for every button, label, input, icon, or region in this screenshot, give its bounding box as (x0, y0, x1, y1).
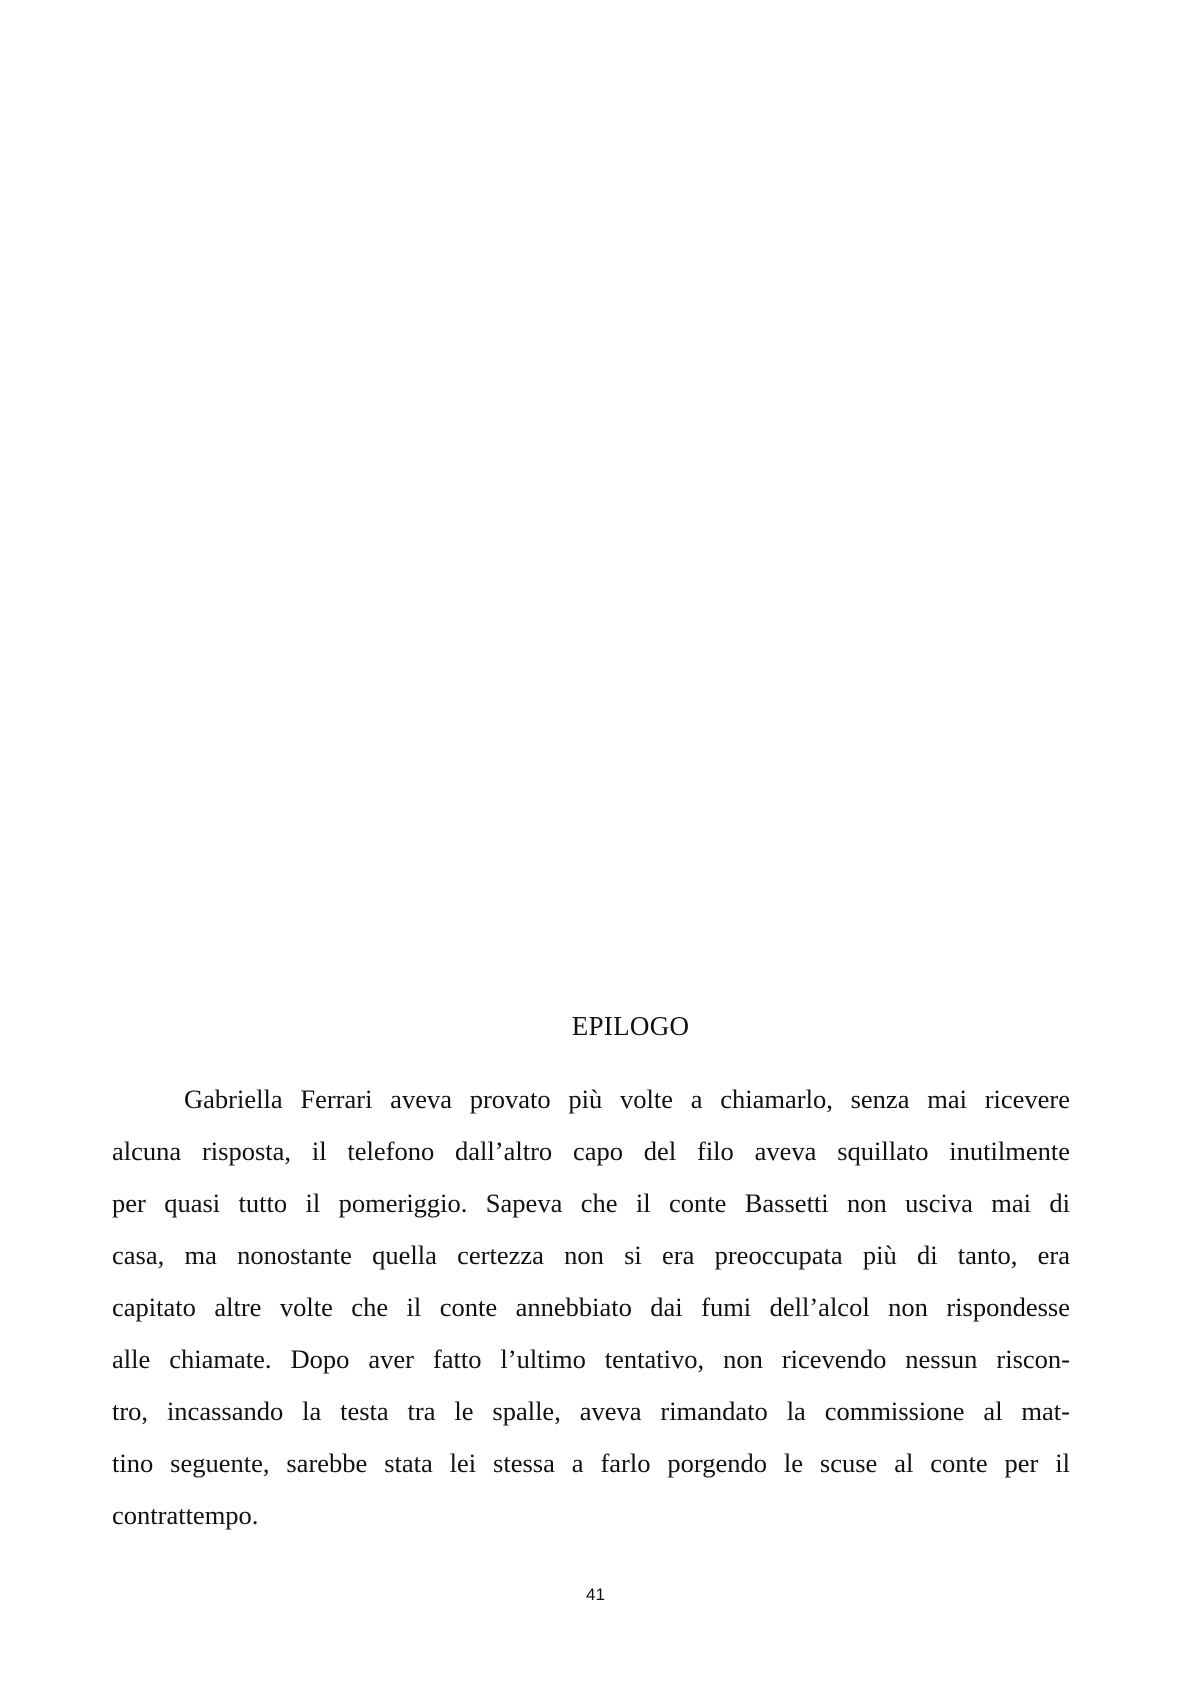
chapter-title: EPILOGO (571, 1011, 690, 1041)
paragraph-line: tro, incassando la testa tra le spalle, aveva rimandato la commissione al mat- (112, 1396, 1070, 1426)
paragraph-line: per quasi tutto il pomeriggio. Sapeva che il conte Bassetti non usciva mai di (112, 1188, 1070, 1218)
paragraph-line: capitato altre volte che il conte annebbiato dai fumi dell’alcol non rispondesse (112, 1292, 1070, 1322)
paragraph-line: contrattempo. (112, 1500, 259, 1530)
paragraph-line: alle chiamate. Dopo aver fatto l’ultimo tentativo, non ricevendo nessun riscon- (112, 1344, 1070, 1374)
paragraph-line: alcuna risposta, il telefono dall’altro capo del filo aveva squillato inutilmente (112, 1136, 1070, 1166)
paragraph-line: tino seguente, sarebbe stata lei stessa a farlo porgendo le scuse al conte per il (112, 1448, 1070, 1478)
paragraph-line: casa, ma nonostante quella certezza non si era preoccupata più di tanto, era (112, 1240, 1070, 1270)
paragraph-line: Gabriella Ferrari aveva provato più volte a chiamarlo, senza mai ricevere (184, 1084, 1070, 1114)
page-number: 41 (586, 1585, 605, 1604)
body-paragraph (112, 1073, 1070, 1541)
